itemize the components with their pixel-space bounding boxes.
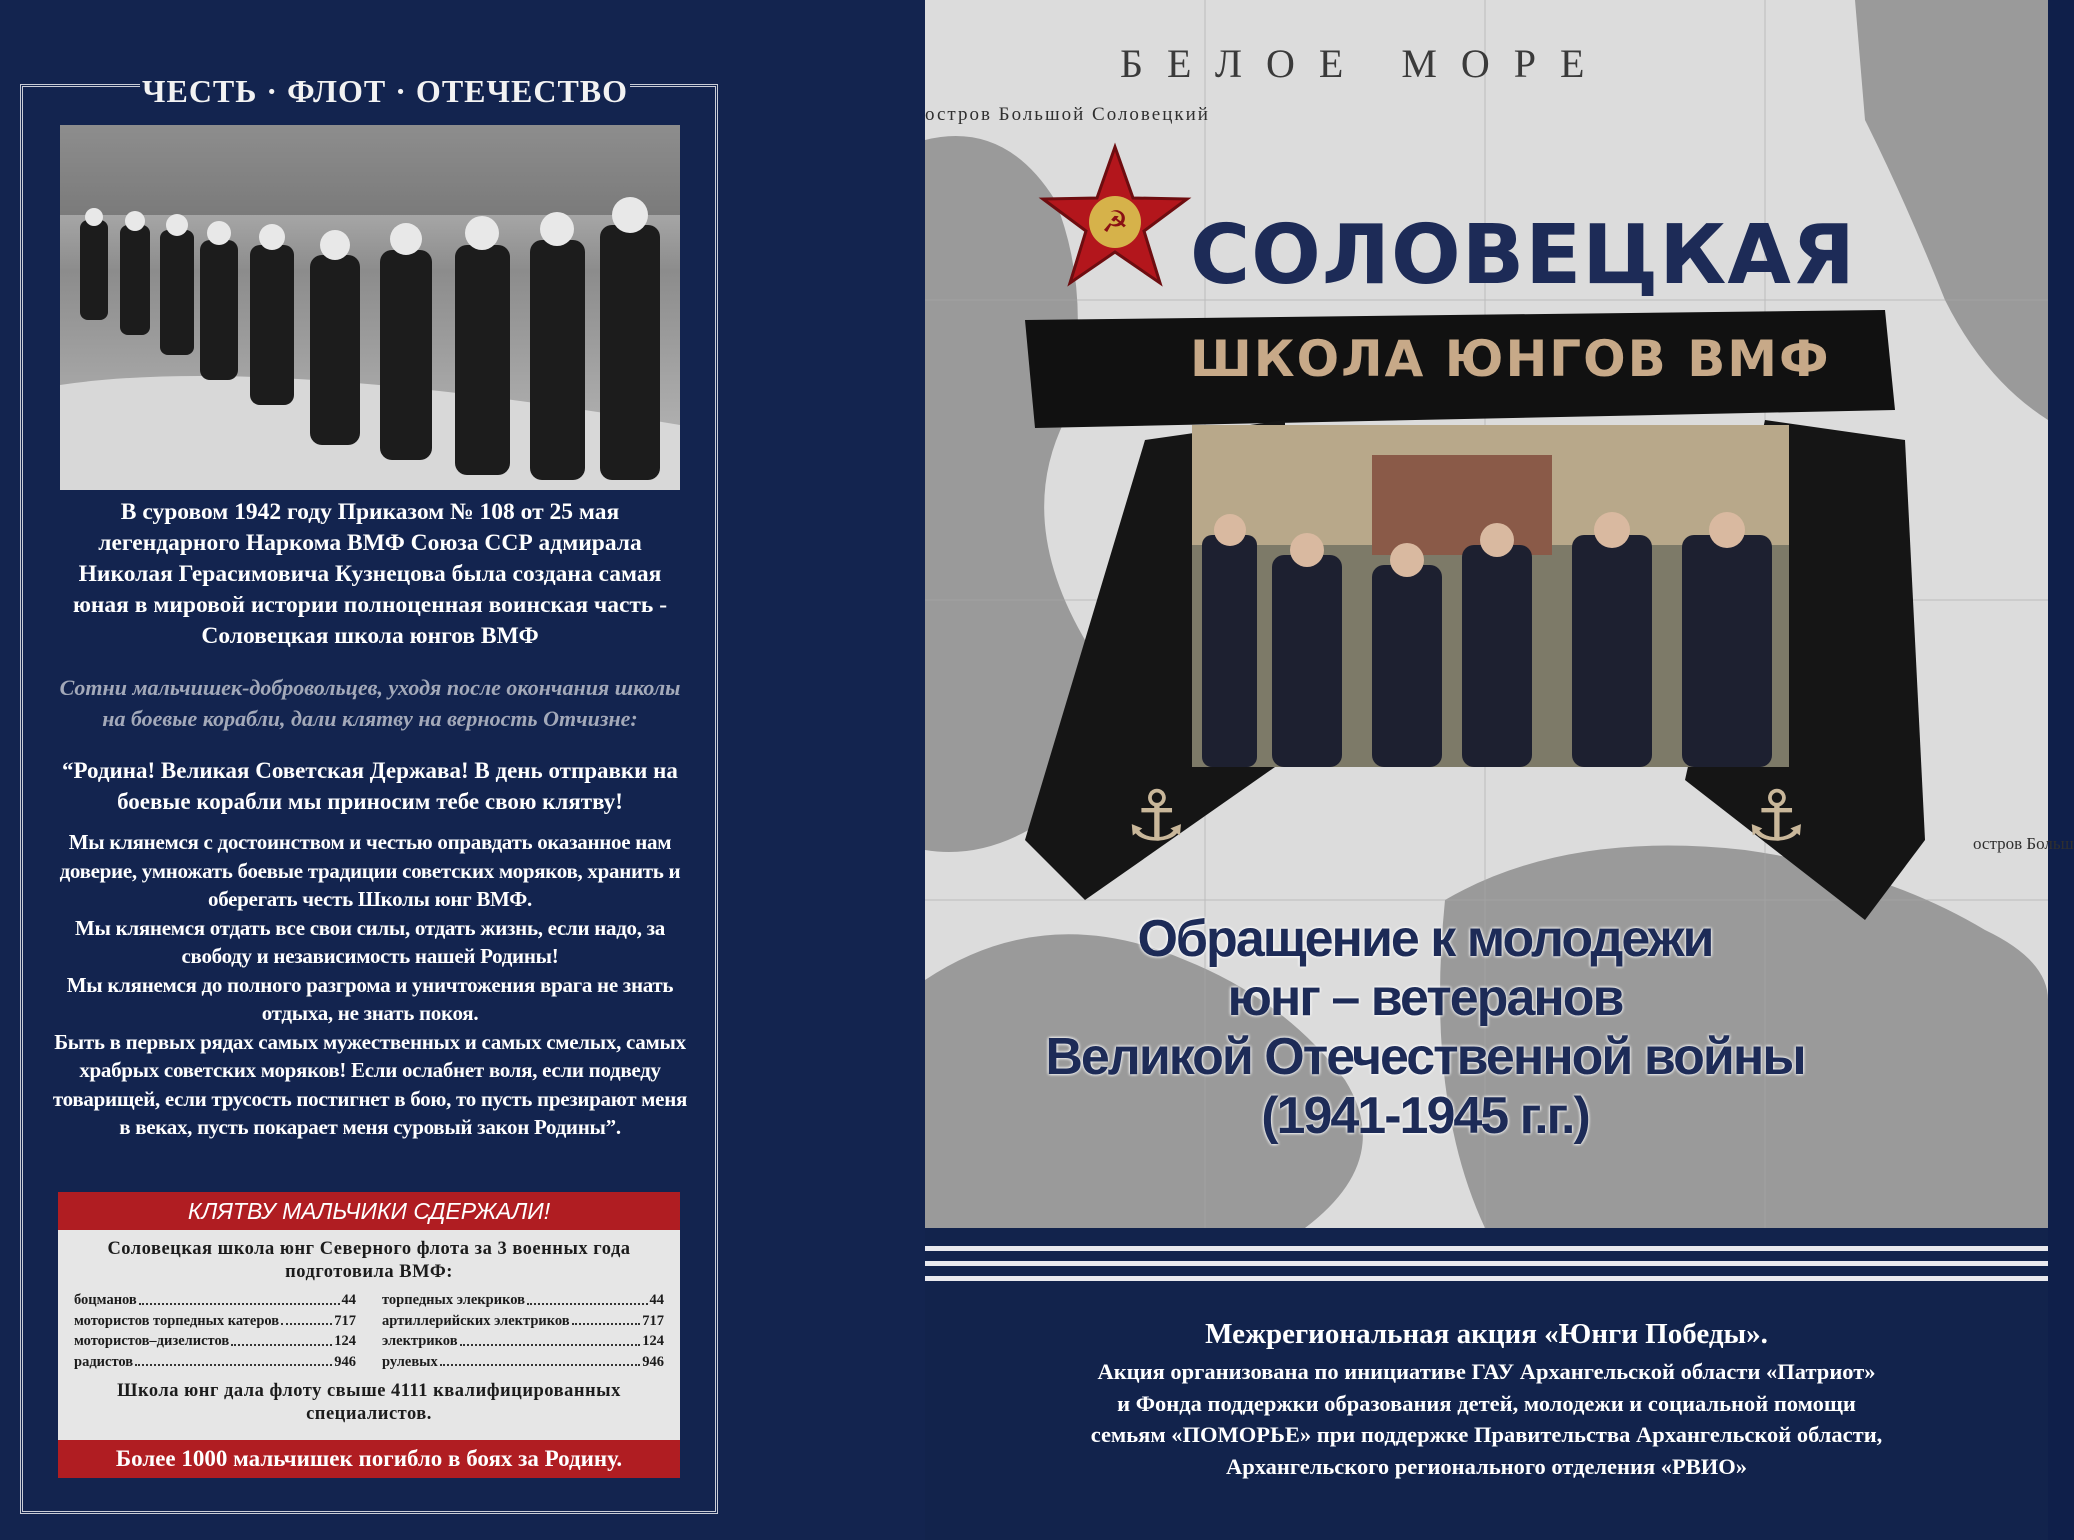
stats-row	[74, 1331, 356, 1352]
oath-line: Мы клянемся до полного разгрома и уничтожения врага не знать отдыха, не знать покоя.	[66, 972, 674, 1025]
stats-value: 946	[334, 1353, 356, 1370]
main-title: СОЛОВЕЦКАЯ	[1190, 208, 1856, 303]
stats-row	[74, 1352, 356, 1373]
stats-label: мотористов–дизелистов	[74, 1333, 230, 1349]
stats-value: 717	[334, 1312, 356, 1329]
stats-label: электриков	[382, 1333, 458, 1349]
stats-row	[382, 1290, 664, 1311]
campaign-line: семьям «ПОМОРЬЕ» при поддержке Правительства Архангельской области,	[1090, 1422, 1883, 1447]
motto-heading: ЧЕСТЬ · ФЛОТ · ОТЕЧЕСТВО	[140, 66, 630, 116]
campaign-line: Акция организована по инициативе ГАУ Архангельской области «Патриот»	[1097, 1359, 1876, 1384]
stats-list	[74, 1290, 664, 1372]
stats-label: мотористов торпедных катеров	[74, 1312, 280, 1329]
stats-label: торпедных элекриков	[382, 1292, 525, 1308]
oath-opening: “Родина! Великая Советская Держава! В день отправки на боевые корабли мы приносим тебе свою клятву!	[62, 758, 678, 814]
veterans-photo	[1192, 425, 1789, 767]
stats-label: радистов	[74, 1353, 134, 1370]
stats-value: 124	[642, 1333, 664, 1349]
map-background	[925, 0, 2074, 1228]
svg-text:⚓: ⚓	[1125, 775, 1188, 857]
stats-row	[382, 1331, 664, 1352]
left-panel	[0, 0, 925, 1540]
appeal-heading	[1045, 910, 1805, 1146]
stats-row	[74, 1311, 356, 1332]
appeal-line: юнг – ветеранов	[1227, 969, 1623, 1027]
stats-label: боцманов	[74, 1292, 137, 1308]
oath-text	[50, 828, 690, 1142]
oath-line: Мы клянемся отдать все свои силы, отдать жизнь, если надо, за свободу и независимость нашей Родины!	[75, 915, 665, 968]
appeal-line: Обращение к молодежи	[1137, 910, 1713, 968]
stats-total: Школа юнг дала флоту свыше 4111 квалифицированных специалистов.	[117, 1381, 621, 1424]
island-label-edge: остров Больш	[1973, 834, 2074, 853]
intro-text: В суровом 1942 году Приказом № 108 от 25 мая легендарного Наркома ВМФ Союза ССР адмирала Николая Герасимовича Кузнецова была создана самая юная в мировой истории полноценная воинская часть - Соловецкая школа юнгов ВМФ	[72, 499, 668, 649]
svg-text:⚓: ⚓	[1745, 775, 1808, 857]
sailors-marching-photo	[60, 125, 680, 490]
campaign-line: и Фонда поддержки образования детей, молодежи и социальной помощи	[1117, 1390, 1856, 1416]
sea-label: БЕЛОЕ МОРЕ	[1120, 41, 1609, 86]
stats-row	[382, 1311, 664, 1332]
stats-value: 44	[341, 1292, 356, 1308]
campaign-line: Архангельского регионального отделения «РВИО»	[1225, 1453, 1748, 1479]
stats-footer: Более 1000 мальчишек погибло в боях за Родину.	[58, 1440, 680, 1478]
stats-box	[58, 1192, 680, 1478]
subintro-text: Сотни мальчишек-добровольцев, уходя после окончания школы на боевые корабли, дали клятву на верность Отчизне:	[59, 675, 681, 731]
campaign-description	[925, 1356, 2048, 1482]
oath-line: Мы клянемся с достоинством и честью оправдать оказанное нам доверие, умножать боевые традиции советских моряков, хранить и оберегать честь Школы юнг ВМФ.	[59, 830, 681, 911]
stats-label: артиллерийских электриков	[382, 1312, 570, 1329]
appeal-line: Великой Отечественной войны	[1045, 1028, 1805, 1086]
svg-text:☭: ☭	[1101, 205, 1129, 240]
island-label: остров Большой Соловецкий	[925, 104, 1210, 125]
appeal-line: (1941-1945 г.г.)	[1261, 1087, 1589, 1145]
ribbon-title: ШКОЛА ЮНГОВ ВМФ	[1190, 330, 1831, 388]
stats-label: рулевых	[382, 1353, 438, 1370]
oath-line: Быть в первых рядах самых мужественных и самых смелых, самых храбрых советских моряков! Если ослабнет воля, если подведу товарищей, если трусость постигнет в бою, то пусть презирают меня в веках, пусть покарает меня суровый закон Родины”.	[52, 1029, 688, 1139]
stats-row	[382, 1352, 664, 1373]
right-panel	[925, 0, 2074, 1540]
stats-value: 946	[642, 1353, 664, 1370]
stats-value: 124	[334, 1333, 356, 1349]
campaign-title: Межрегиональная акция «Юнги Победы».	[1205, 1318, 1768, 1350]
navy-stripes	[925, 1228, 2048, 1283]
stats-lead: Соловецкая школа юнг Северного флота за 3 военных года подготовила ВМФ:	[107, 1239, 631, 1282]
stats-title: КЛЯТВУ МАЛЬЧИКИ СДЕРЖАЛИ!	[58, 1192, 680, 1230]
stats-value: 717	[642, 1312, 664, 1329]
stats-value: 44	[649, 1292, 664, 1308]
stats-row	[74, 1290, 356, 1311]
